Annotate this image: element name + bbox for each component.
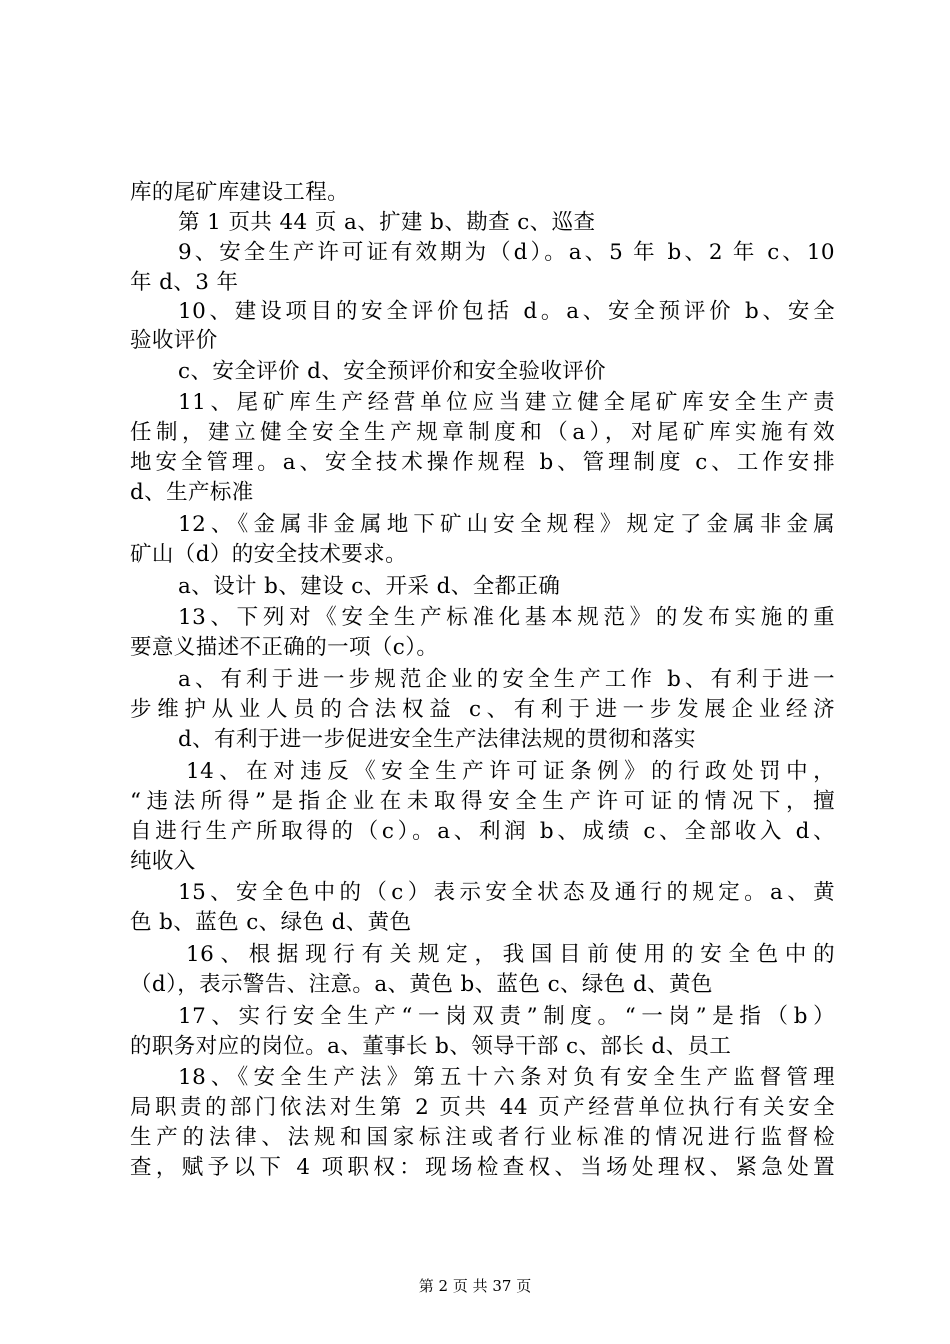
body-text-line: 纯收入 bbox=[130, 849, 196, 874]
body-text-line: 14、在对违反《安全生产许可证条例》的行政处罚中， bbox=[186, 759, 835, 784]
body-text-line: 矿山（d）的安全技术要求。 bbox=[130, 542, 407, 567]
body-text-line: 18、《安全生产法》第五十六条对负有安全生产监督管理 bbox=[178, 1065, 835, 1090]
body-text-line: 自进行生产所取得的（c）。a、利润 b、成绩 c、全部收入 d、 bbox=[130, 819, 835, 844]
body-text-line: 9、安全生产许可证有效期为（d）。a、5 年 b、2 年 c、10 bbox=[178, 240, 835, 265]
body-text-line: 查，赋予以下 4 项职权：现场检查权、当场处理权、紧急处置 bbox=[130, 1155, 835, 1180]
body-text-line: d、生产标准 bbox=[130, 480, 254, 505]
body-text-line: 地安全管理。a、安全技术操作规程 b、管理制度 c、工作安排 bbox=[130, 450, 835, 475]
body-text-line: 步维护从业人员的合法权益 c、有利于进一步发展企业经济 bbox=[130, 697, 835, 722]
body-text-line: 生产的法律、法规和国家标注或者行业标准的情况进行监督检 bbox=[130, 1125, 835, 1150]
body-text-line: 验收评价 bbox=[130, 328, 218, 353]
body-text-line: “违法所得”是指企业在未取得安全生产许可证的情况下，擅 bbox=[130, 789, 835, 814]
body-text-line: 色 b、蓝色 c、绿色 d、黄色 bbox=[130, 910, 412, 935]
body-text-line: 16、根据现行有关规定，我国目前使用的安全色中的 bbox=[186, 942, 835, 967]
body-text-line: a、有利于进一步规范企业的安全生产工作 b、有利于进一 bbox=[178, 667, 835, 692]
body-text-line: d、有利于进一步促进安全生产法律法规的贯彻和落实 bbox=[178, 727, 696, 752]
body-text-line: 17、实行安全生产“一岗双责”制度。“一岗”是指（b） bbox=[178, 1004, 835, 1029]
body-text-line: 局职责的部门依法对生第 2 页共 44 页产经营单位执行有关安全 bbox=[130, 1095, 835, 1120]
body-text-line: 10、建设项目的安全评价包括 d。a、安全预评价 b、安全 bbox=[178, 299, 835, 324]
body-text-line: 12、《金属非金属地下矿山安全规程》规定了金属非金属 bbox=[178, 512, 835, 537]
body-text-line: 11、尾矿库生产经营单位应当建立健全尾矿库安全生产责 bbox=[178, 390, 835, 415]
body-text-line: 要意义描述不正确的一项（c）。 bbox=[130, 635, 439, 660]
body-text-line: 15、安全色中的（c）表示安全状态及通行的规定。a、黄 bbox=[178, 880, 835, 905]
body-text-line: 第 1 页共 44 页 a、扩建 b、勘查 c、巡查 bbox=[178, 210, 596, 235]
body-text-line: c、安全评价 d、安全预评价和安全验收评价 bbox=[178, 359, 607, 384]
body-text-line: （d），表示警告、注意。a、黄色 b、蓝色 c、绿色 d、黄色 bbox=[130, 972, 713, 997]
body-text-line: 任制，建立健全安全生产规章制度和（a），对尾矿库实施有效 bbox=[130, 420, 835, 445]
body-text-line: 的职务对应的岗位。a、董事长 b、领导干部 c、部长 d、员工 bbox=[130, 1034, 732, 1059]
page-footer: 第 2 页 共 37 页 bbox=[418, 1277, 532, 1295]
body-text-line: 年 d、3 年 bbox=[130, 270, 239, 295]
body-text-line: 库的尾矿库建设工程。 bbox=[130, 180, 350, 205]
body-text-line: 13、下列对《安全生产标准化基本规范》的发布实施的重 bbox=[178, 605, 835, 630]
body-text-line: a、设计 b、建设 c、开采 d、全都正确 bbox=[178, 574, 561, 599]
